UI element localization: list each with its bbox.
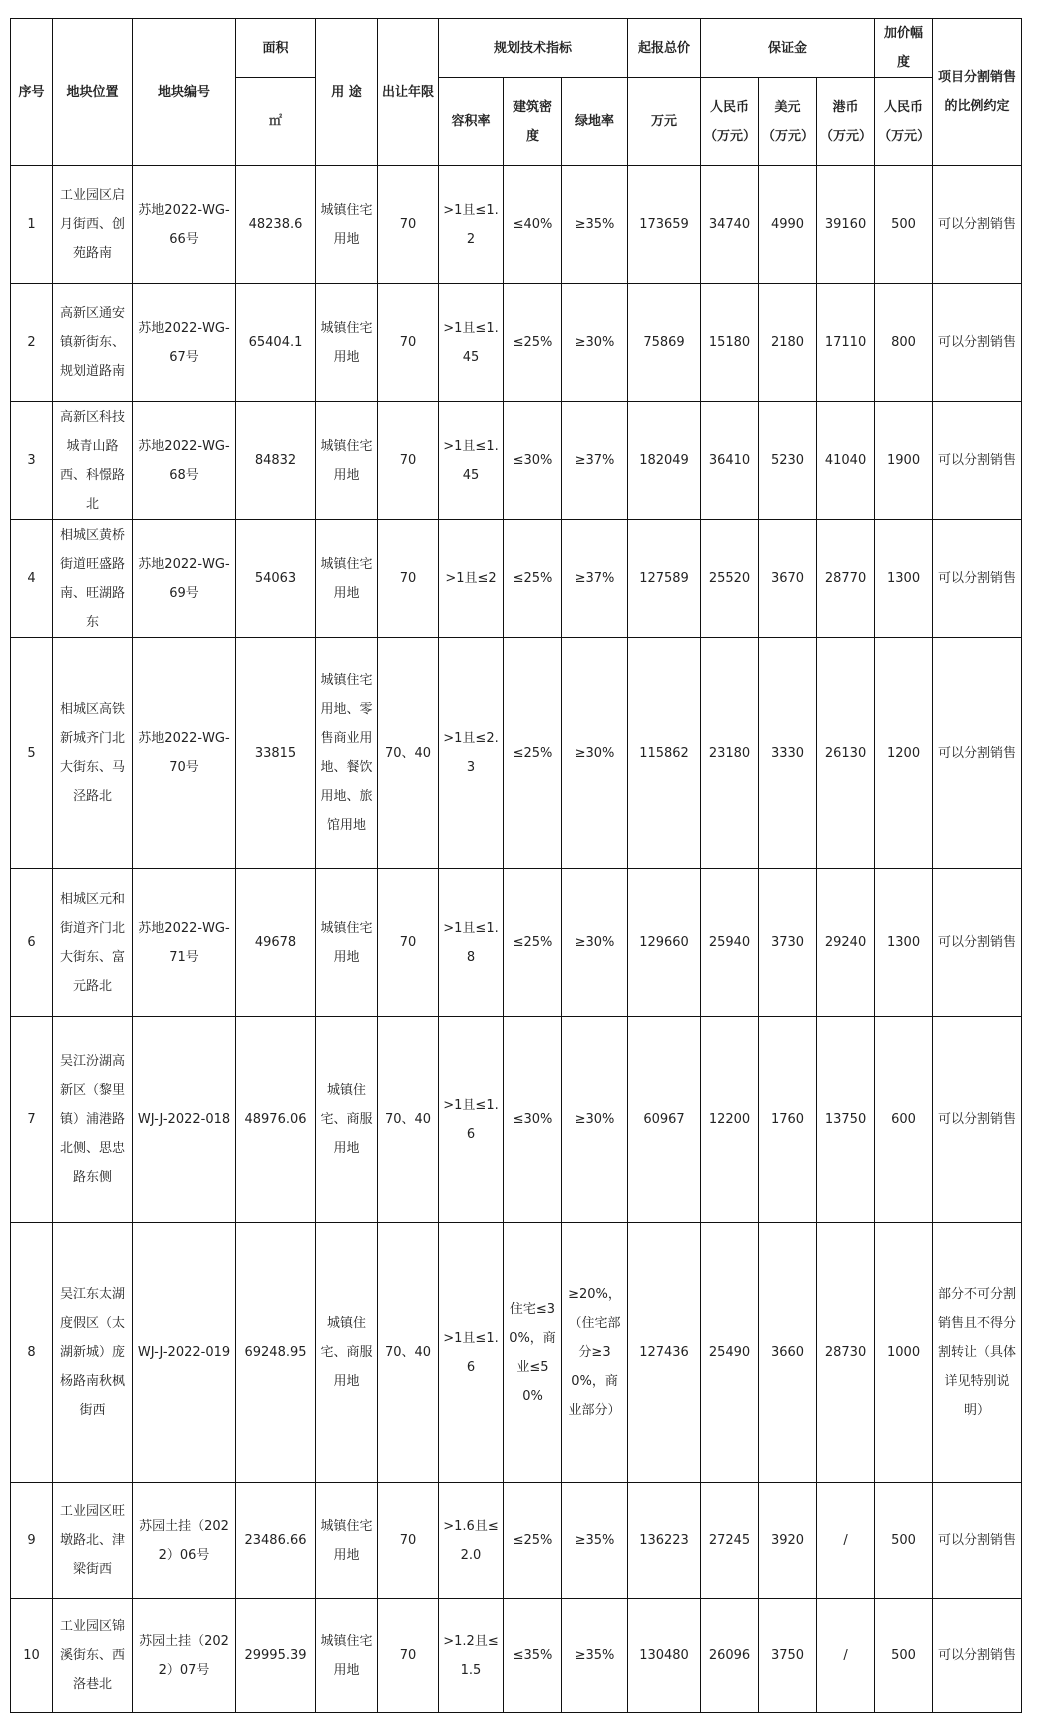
cell-deposit-hkd: 17110 <box>817 284 875 402</box>
cell-start-price: 136223 <box>628 1483 701 1599</box>
cell-increment: 600 <box>875 1017 933 1223</box>
cell-deposit-rmb: 12200 <box>701 1017 759 1223</box>
cell-seq: 4 <box>11 520 53 638</box>
header-far: 容积率 <box>439 78 504 166</box>
cell-green: ≥37% <box>562 402 628 520</box>
cell-deposit-usd: 3920 <box>759 1483 817 1599</box>
header-usage: 用 途 <box>316 19 378 166</box>
cell-parcel-no: 苏地2022-WG-67号 <box>133 284 236 402</box>
header-area-unit: ㎡ <box>236 78 316 166</box>
cell-far: >1.6且≤2.0 <box>439 1483 504 1599</box>
table-row <box>11 1223 1022 1483</box>
cell-term: 70、40 <box>378 638 439 869</box>
cell-deposit-rmb: 15180 <box>701 284 759 402</box>
cell-deposit-usd: 3670 <box>759 520 817 638</box>
cell-deposit-rmb: 36410 <box>701 402 759 520</box>
header-location: 地块位置 <box>53 19 133 166</box>
header-deposit-rmb: 人民币（万元） <box>701 78 759 166</box>
cell-start-price: 60967 <box>628 1017 701 1223</box>
cell-deposit-hkd: 39160 <box>817 166 875 284</box>
cell-deposit-usd: 3660 <box>759 1223 817 1483</box>
cell-usage: 城镇住宅用地 <box>316 520 378 638</box>
cell-green: ≥30% <box>562 638 628 869</box>
cell-increment: 1000 <box>875 1223 933 1483</box>
cell-deposit-rmb: 34740 <box>701 166 759 284</box>
cell-location: 工业园区锦溪街东、西洛巷北 <box>53 1599 133 1713</box>
cell-deposit-rmb: 26096 <box>701 1599 759 1713</box>
cell-far: >1且≤2 <box>439 520 504 638</box>
cell-seq: 6 <box>11 869 53 1017</box>
cell-start-price: 182049 <box>628 402 701 520</box>
cell-green: ≥37% <box>562 520 628 638</box>
cell-split-sale: 可以分割销售 <box>933 1483 1022 1599</box>
cell-location: 相城区高铁新城齐门北大街东、马泾路北 <box>53 638 133 869</box>
cell-parcel-no: 苏地2022-WG-70号 <box>133 638 236 869</box>
cell-term: 70 <box>378 520 439 638</box>
cell-deposit-usd: 3330 <box>759 638 817 869</box>
cell-parcel-no: 苏地2022-WG-71号 <box>133 869 236 1017</box>
cell-far: >1且≤2.3 <box>439 638 504 869</box>
cell-parcel-no: 苏园土挂（2022）07号 <box>133 1599 236 1713</box>
header-deposit: 保证金 <box>701 19 875 78</box>
cell-usage: 城镇住宅用地 <box>316 869 378 1017</box>
cell-location: 高新区科技城青山路西、科憬路北 <box>53 402 133 520</box>
cell-term: 70、40 <box>378 1223 439 1483</box>
cell-density: ≤35% <box>504 1599 562 1713</box>
cell-usage: 城镇住宅用地 <box>316 284 378 402</box>
cell-term: 70 <box>378 1483 439 1599</box>
cell-far: >1且≤1.8 <box>439 869 504 1017</box>
cell-far: >1且≤1.45 <box>439 402 504 520</box>
cell-deposit-usd: 5230 <box>759 402 817 520</box>
cell-usage: 城镇住宅用地、零售商业用地、餐饮用地、旅馆用地 <box>316 638 378 869</box>
cell-deposit-rmb: 25940 <box>701 869 759 1017</box>
cell-usage: 城镇住宅用地 <box>316 166 378 284</box>
table-header <box>11 19 1022 166</box>
cell-parcel-no: 苏地2022-WG-66号 <box>133 166 236 284</box>
cell-deposit-rmb: 25490 <box>701 1223 759 1483</box>
cell-area: 54063 <box>236 520 316 638</box>
cell-split-sale: 部分不可分割销售且不得分割转让（具体详见特别说明） <box>933 1223 1022 1483</box>
cell-term: 70 <box>378 869 439 1017</box>
cell-location: 高新区通安镇新街东、规划道路南 <box>53 284 133 402</box>
cell-parcel-no: 苏地2022-WG-68号 <box>133 402 236 520</box>
cell-deposit-hkd: 26130 <box>817 638 875 869</box>
cell-density: ≤25% <box>504 520 562 638</box>
cell-area: 84832 <box>236 402 316 520</box>
cell-split-sale: 可以分割销售 <box>933 166 1022 284</box>
cell-deposit-hkd: / <box>817 1483 875 1599</box>
header-term: 出让年限 <box>378 19 439 166</box>
cell-seq: 5 <box>11 638 53 869</box>
table-row <box>11 166 1022 284</box>
cell-far: >1且≤1.45 <box>439 284 504 402</box>
cell-density: ≤30% <box>504 1017 562 1223</box>
cell-density: ≤40% <box>504 166 562 284</box>
cell-increment: 500 <box>875 1483 933 1599</box>
cell-deposit-hkd: / <box>817 1599 875 1713</box>
cell-location: 相城区黄桥街道旺盛路南、旺湖路东 <box>53 520 133 638</box>
cell-far: >1且≤1.6 <box>439 1223 504 1483</box>
cell-term: 70、40 <box>378 1017 439 1223</box>
cell-seq: 2 <box>11 284 53 402</box>
cell-area: 29995.39 <box>236 1599 316 1713</box>
cell-split-sale: 可以分割销售 <box>933 402 1022 520</box>
cell-deposit-usd: 1760 <box>759 1017 817 1223</box>
cell-green: ≥30% <box>562 1017 628 1223</box>
cell-parcel-no: 苏地2022-WG-69号 <box>133 520 236 638</box>
cell-start-price: 130480 <box>628 1599 701 1713</box>
cell-start-price: 129660 <box>628 869 701 1017</box>
cell-deposit-hkd: 29240 <box>817 869 875 1017</box>
header-deposit-hkd: 港币（万元） <box>817 78 875 166</box>
cell-deposit-hkd: 41040 <box>817 402 875 520</box>
cell-parcel-no: WJ-J-2022-018 <box>133 1017 236 1223</box>
cell-increment: 1900 <box>875 402 933 520</box>
cell-far: >1.2且≤1.5 <box>439 1599 504 1713</box>
land-parcel-table <box>10 18 1022 1713</box>
cell-increment: 800 <box>875 284 933 402</box>
header-parcel-no: 地块编号 <box>133 19 236 166</box>
cell-area: 48976.06 <box>236 1017 316 1223</box>
cell-deposit-rmb: 25520 <box>701 520 759 638</box>
cell-area: 48238.6 <box>236 166 316 284</box>
cell-density: ≤30% <box>504 402 562 520</box>
cell-split-sale: 可以分割销售 <box>933 1017 1022 1223</box>
header-increment-rmb: 人民币（万元） <box>875 78 933 166</box>
cell-green: ≥20%，（住宅部分≥30%，商业部分） <box>562 1223 628 1483</box>
cell-green: ≥30% <box>562 284 628 402</box>
cell-parcel-no: 苏园土挂（2022）06号 <box>133 1483 236 1599</box>
table-row <box>11 638 1022 869</box>
cell-increment: 1300 <box>875 869 933 1017</box>
cell-green: ≥35% <box>562 1483 628 1599</box>
cell-parcel-no: WJ-J-2022-019 <box>133 1223 236 1483</box>
cell-usage: 城镇住宅用地 <box>316 402 378 520</box>
header-increment: 加价幅度 <box>875 19 933 78</box>
cell-term: 70 <box>378 284 439 402</box>
table-row <box>11 284 1022 402</box>
cell-usage: 城镇住宅用地 <box>316 1599 378 1713</box>
cell-deposit-usd: 3730 <box>759 869 817 1017</box>
cell-term: 70 <box>378 1599 439 1713</box>
cell-area: 65404.1 <box>236 284 316 402</box>
cell-seq: 7 <box>11 1017 53 1223</box>
cell-term: 70 <box>378 166 439 284</box>
cell-seq: 8 <box>11 1223 53 1483</box>
cell-area: 49678 <box>236 869 316 1017</box>
cell-density: 住宅≤30%，商业≤50% <box>504 1223 562 1483</box>
cell-usage: 城镇住宅、商服用地 <box>316 1017 378 1223</box>
cell-split-sale: 可以分割销售 <box>933 638 1022 869</box>
cell-split-sale: 可以分割销售 <box>933 520 1022 638</box>
cell-deposit-hkd: 13750 <box>817 1017 875 1223</box>
cell-usage: 城镇住宅、商服用地 <box>316 1223 378 1483</box>
header-start-price-unit: 万元 <box>628 78 701 166</box>
cell-location: 工业园区旺墩路北、津梁街西 <box>53 1483 133 1599</box>
header-start-price: 起报总价 <box>628 19 701 78</box>
header-seq: 序号 <box>11 19 53 166</box>
cell-seq: 10 <box>11 1599 53 1713</box>
cell-deposit-usd: 2180 <box>759 284 817 402</box>
cell-deposit-usd: 3750 <box>759 1599 817 1713</box>
cell-usage: 城镇住宅用地 <box>316 1483 378 1599</box>
cell-increment: 500 <box>875 166 933 284</box>
cell-area: 23486.66 <box>236 1483 316 1599</box>
cell-start-price: 173659 <box>628 166 701 284</box>
cell-split-sale: 可以分割销售 <box>933 284 1022 402</box>
cell-far: >1且≤1.6 <box>439 1017 504 1223</box>
cell-split-sale: 可以分割销售 <box>933 869 1022 1017</box>
cell-density: ≤25% <box>504 869 562 1017</box>
cell-location: 吴江汾湖高新区（黎里镇）浦港路北侧、思忠路东侧 <box>53 1017 133 1223</box>
table-row <box>11 402 1022 520</box>
table-row <box>11 1483 1022 1599</box>
cell-start-price: 75869 <box>628 284 701 402</box>
cell-far: >1且≤1.2 <box>439 166 504 284</box>
cell-split-sale: 可以分割销售 <box>933 1599 1022 1713</box>
cell-deposit-rmb: 23180 <box>701 638 759 869</box>
header-deposit-usd: 美元（万元） <box>759 78 817 166</box>
cell-deposit-usd: 4990 <box>759 166 817 284</box>
cell-location: 相城区元和街道齐门北大街东、富元路北 <box>53 869 133 1017</box>
cell-location: 工业园区启月街西、创苑路南 <box>53 166 133 284</box>
cell-density: ≤25% <box>504 638 562 869</box>
cell-density: ≤25% <box>504 1483 562 1599</box>
cell-seq: 1 <box>11 166 53 284</box>
cell-increment: 1200 <box>875 638 933 869</box>
table-row <box>11 520 1022 638</box>
cell-start-price: 127589 <box>628 520 701 638</box>
cell-green: ≥30% <box>562 869 628 1017</box>
cell-deposit-rmb: 27245 <box>701 1483 759 1599</box>
cell-increment: 1300 <box>875 520 933 638</box>
header-planning: 规划技术指标 <box>439 19 628 78</box>
cell-green: ≥35% <box>562 166 628 284</box>
header-split-sale: 项目分割销售的比例约定 <box>933 19 1022 166</box>
table-body <box>11 166 1022 1713</box>
table-row <box>11 869 1022 1017</box>
cell-deposit-hkd: 28770 <box>817 520 875 638</box>
header-area: 面积 <box>236 19 316 78</box>
header-green: 绿地率 <box>562 78 628 166</box>
cell-location: 吴江东太湖度假区（太湖新城）庞杨路南秋枫街西 <box>53 1223 133 1483</box>
cell-green: ≥35% <box>562 1599 628 1713</box>
cell-seq: 9 <box>11 1483 53 1599</box>
cell-density: ≤25% <box>504 284 562 402</box>
table-row <box>11 1599 1022 1713</box>
cell-start-price: 115862 <box>628 638 701 869</box>
cell-area: 33815 <box>236 638 316 869</box>
cell-seq: 3 <box>11 402 53 520</box>
cell-term: 70 <box>378 402 439 520</box>
cell-start-price: 127436 <box>628 1223 701 1483</box>
table-row <box>11 1017 1022 1223</box>
header-density: 建筑密度 <box>504 78 562 166</box>
cell-increment: 500 <box>875 1599 933 1713</box>
cell-area: 69248.95 <box>236 1223 316 1483</box>
cell-deposit-hkd: 28730 <box>817 1223 875 1483</box>
